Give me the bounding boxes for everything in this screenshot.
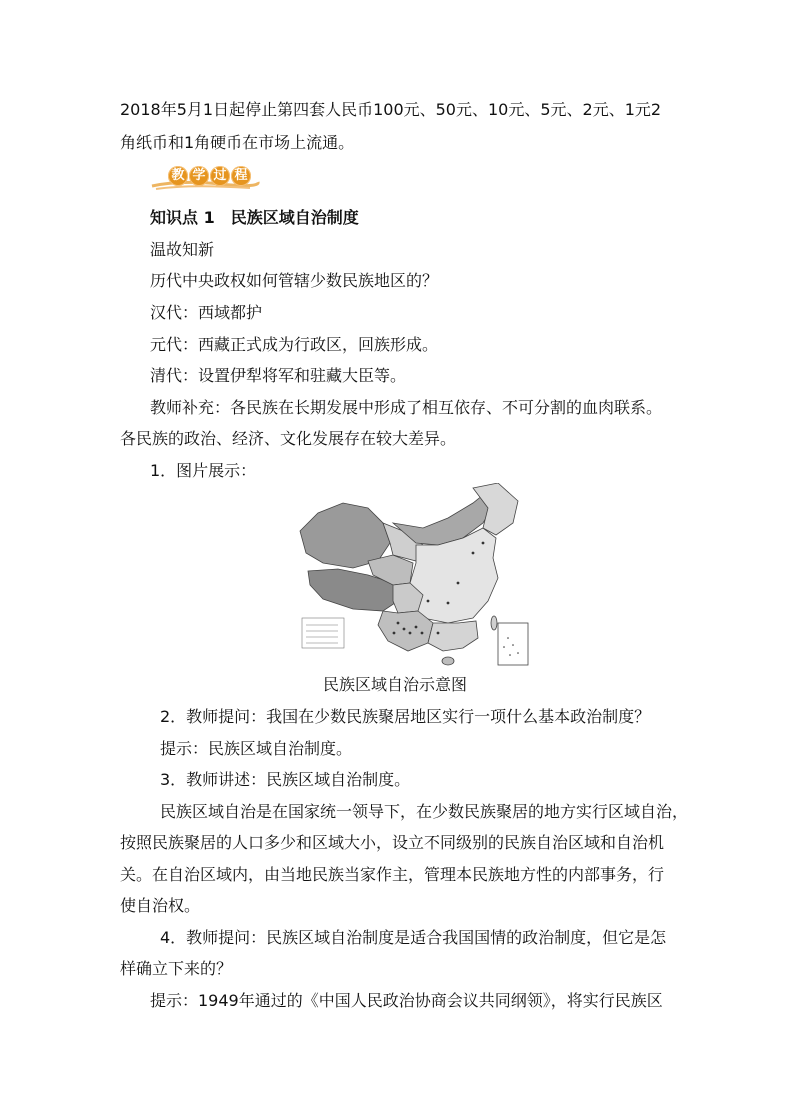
- banner-char: 程: [231, 166, 251, 186]
- item-2-question: 2．教师提问：我国在少数民族聚居地区实行一项什么基本政治制度？: [160, 707, 651, 726]
- item-4-question-2: 样确立下来的？: [120, 959, 233, 978]
- review-han: 汉代：西域都护: [150, 303, 263, 322]
- review-question: 历代中央政权如何管辖少数民族地区的？: [150, 271, 439, 290]
- item-3-para-2: 按照民族聚居的人口多少和区域大小，设立不同级别的民族自治区域和自治机: [120, 833, 665, 852]
- item-4-question-1: 4．教师提问：民族区域自治制度是适合我国国情的政治制度，但它是怎: [160, 928, 667, 947]
- review-title: 温故知新: [150, 240, 215, 259]
- item-3-para-1: 民族区域自治是在国家统一领导下，在少数民族聚居的地方实行区域自治，: [160, 802, 689, 821]
- map-region-hainan: [442, 657, 454, 665]
- section-heading: 知识点 1 民族区域自治制度: [150, 208, 359, 227]
- intro-line-2: 角纸币和1角硬币在市场上流通。: [120, 133, 355, 152]
- section-banner: [150, 164, 260, 192]
- map-region-taiwan: [491, 616, 497, 630]
- item-1: 1．图片展示：: [150, 461, 257, 480]
- intro-line-1: 2018年5月1日起停止第四套人民币100元、50元、10元、5元、2元、1元2: [120, 100, 662, 119]
- banner-char: 过: [210, 166, 230, 186]
- review-qing: 清代：设置伊犁将军和驻藏大臣等。: [150, 366, 407, 385]
- item-4-hint: 提示：1949年通过的《中国人民政治协商会议共同纲领》，将实行民族区: [150, 991, 663, 1010]
- supplement-line-2: 各民族的政治、经济、文化发展存在较大差异。: [120, 429, 457, 448]
- supplement-line-1: 教师补充：各民族在长期发展中形成了相互依存、不可分割的血肉联系。: [150, 398, 663, 417]
- item-2-hint: 提示：民族区域自治制度。: [160, 739, 353, 758]
- item-3-para-3: 关。在自治区域内，由当地民族当家作主，管理本民族地方性的内部事务，行: [120, 865, 665, 884]
- map-caption: 民族区域自治示意图: [322, 675, 467, 694]
- item-3-title: 3．教师讲述：民族区域自治制度。: [160, 770, 411, 789]
- banner-char: 教: [168, 166, 188, 186]
- banner-char: 学: [189, 166, 209, 186]
- item-3-para-4: 使自治权。: [120, 896, 201, 915]
- map-inset-south-china-sea: [498, 623, 528, 665]
- map-legend: [302, 618, 344, 648]
- review-yuan: 元代：西藏正式成为行政区，回族形成。: [150, 335, 439, 354]
- autonomous-regions-map: [298, 483, 530, 668]
